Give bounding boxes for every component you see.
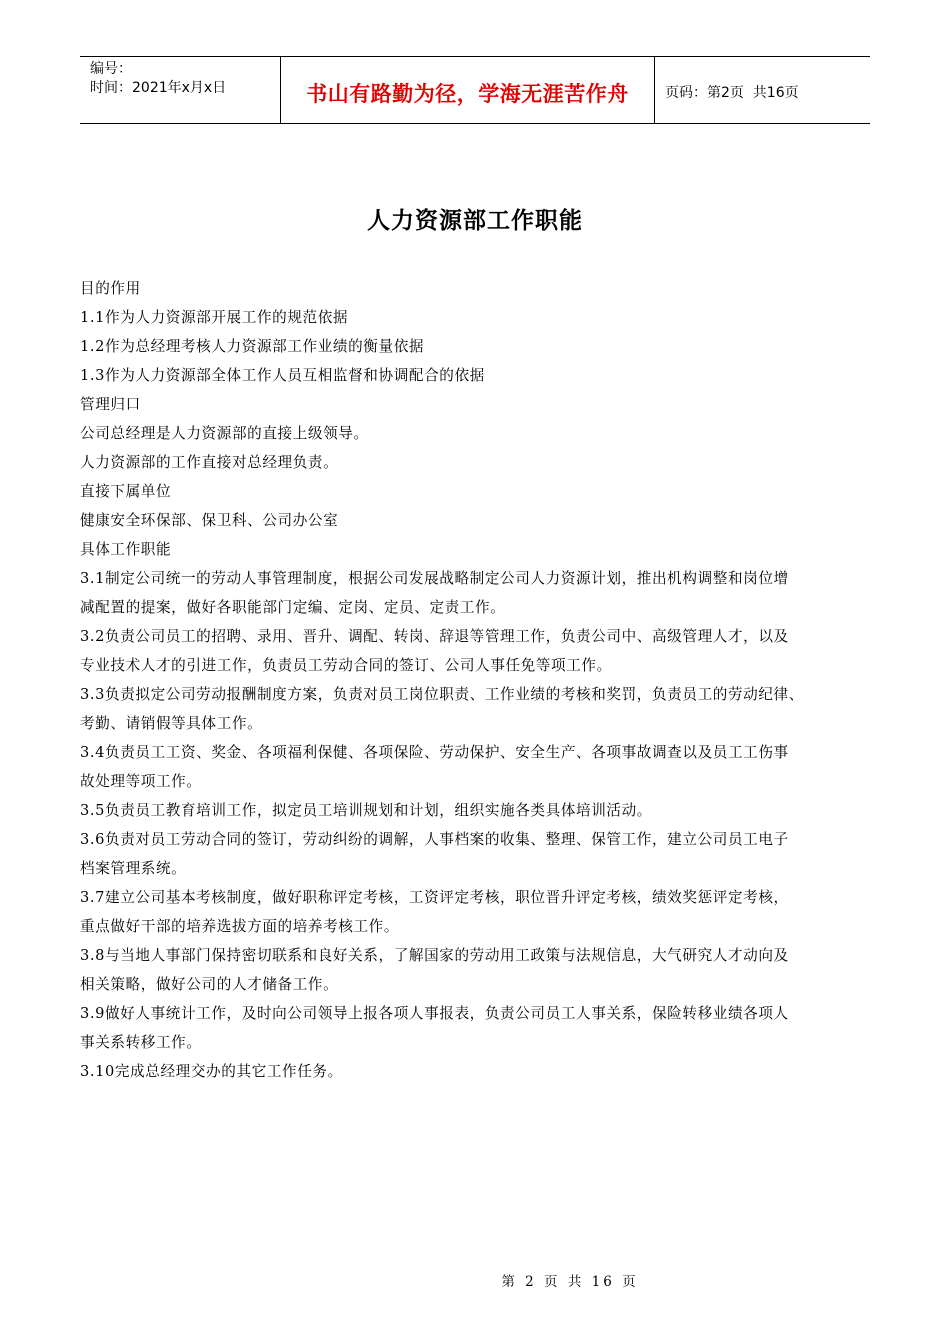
motto: 书山有路勤为径，学海无涯苦作舟 bbox=[306, 82, 629, 106]
body-line: 专业技术人才的引进工作，负责员工劳动合同的签订、公司人事任免等项工作。 bbox=[80, 657, 612, 674]
body-line: 管理归口 bbox=[80, 396, 141, 413]
body-line: 目的作用 bbox=[80, 280, 141, 297]
header-motto-cell bbox=[281, 57, 655, 123]
body-line: 重点做好干部的培养选拔方面的培养考核工作。 bbox=[80, 918, 400, 935]
document-body bbox=[80, 274, 880, 1086]
body-line: 直接下属单位 bbox=[80, 483, 172, 500]
document-title: 人力资源部工作职能 bbox=[367, 208, 583, 234]
body-line: 3.8与当地人事部门保持密切联系和良好关系，了解国家的劳动用工政策与法规信息，大气研究人才动向及 bbox=[80, 947, 789, 964]
body-line: 事关系转移工作。 bbox=[80, 1034, 202, 1051]
body-line: 1.2作为总经理考核人力资源部工作业绩的衡量依据 bbox=[80, 338, 425, 355]
header-table bbox=[80, 56, 870, 124]
serial-label: 编号： bbox=[90, 61, 132, 77]
body-line: 3.1制定公司统一的劳动人事管理制度，根据公司发展战略制定公司人力资源计划，推出机构调整和岗位增 bbox=[80, 570, 789, 587]
header-meta-cell bbox=[80, 57, 281, 123]
body-line: 1.1作为人力资源部开展工作的规范依据 bbox=[80, 309, 349, 326]
body-line: 相关策略，做好公司的人才储备工作。 bbox=[80, 976, 339, 993]
page-footer: 第 2 页 共 16 页 bbox=[501, 1274, 639, 1290]
body-line: 3.4负责员工工资、奖金、各项福利保健、各项保险、劳动保护、安全生产、各项事故调查以及员工工伤事 bbox=[80, 744, 789, 761]
body-line: 1.3作为人力资源部全体工作人员互相监督和协调配合的依据 bbox=[80, 367, 485, 384]
body-line: 3.2负责公司员工的招聘、录用、晋升、调配、转岗、辞退等管理工作，负责公司中、高级管理人才，以及 bbox=[80, 628, 789, 645]
body-line: 3.9做好人事统计工作，及时向公司领导上报各项人事报表，负责公司员工人事关系，保险转移业绩各项人 bbox=[80, 1005, 789, 1022]
date-label: 时间：2021年x月x日 bbox=[90, 80, 227, 96]
body-line: 人力资源部的工作直接对总经理负责。 bbox=[80, 454, 339, 471]
body-line: 具体工作职能 bbox=[80, 541, 172, 558]
body-line: 3.6负责对员工劳动合同的签订，劳动纠纷的调解，人事档案的收集、整理、保管工作，建立公司员工电子 bbox=[80, 831, 789, 848]
body-line: 3.7建立公司基本考核制度，做好职称评定考核，工资评定考核，职位晋升评定考核，绩效奖惩评定考核， bbox=[80, 889, 789, 906]
body-line: 3.10完成总经理交办的其它工作任务。 bbox=[80, 1063, 343, 1080]
body-line: 考勤、请销假等具体工作。 bbox=[80, 715, 263, 732]
body-line: 故处理等项工作。 bbox=[80, 773, 202, 790]
body-line: 公司总经理是人力资源部的直接上级领导。 bbox=[80, 425, 369, 442]
body-line: 减配置的提案，做好各职能部门定编、定岗、定员、定责工作。 bbox=[80, 599, 506, 616]
header-page-cell bbox=[655, 57, 870, 123]
body-line: 3.3负责拟定公司劳动报酬制度方案，负责对员工岗位职责、工作业绩的考核和奖罚，负责员工的劳动纪律、 bbox=[80, 686, 804, 703]
body-line: 健康安全环保部、保卫科、公司办公室 bbox=[80, 512, 339, 529]
body-line: 档案管理系统。 bbox=[80, 860, 187, 877]
body-line: 3.5负责员工教育培训工作，拟定员工培训规划和计划，组织实施各类具体培训活动。 bbox=[80, 802, 652, 819]
page-info: 页码：第2页 共16页 bbox=[665, 85, 799, 101]
